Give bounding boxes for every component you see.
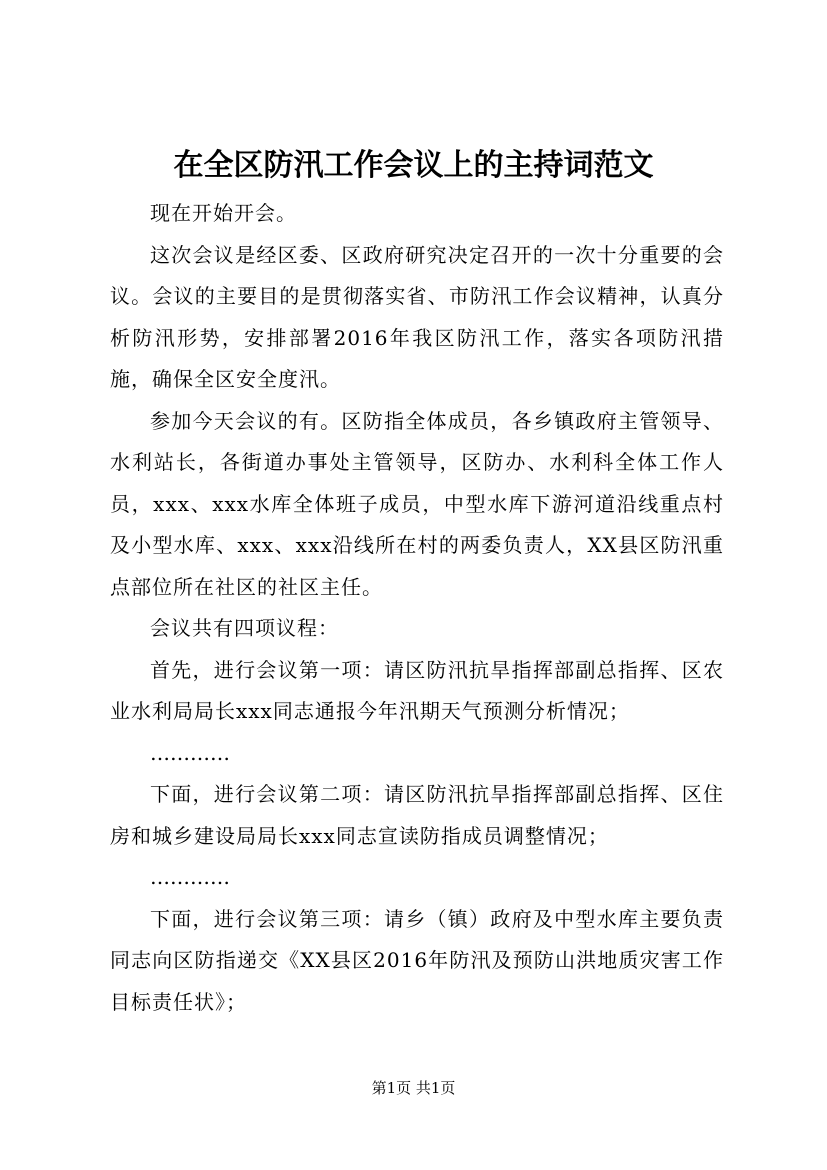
paragraph-agenda-item-2: 下面，进行会议第二项：请区防汛抗旱指挥部副总指挥、区住房和城乡建设局局长xxx同志宣读防指成员调整情况； <box>110 782 724 848</box>
ellipsis-separator: ………… <box>150 865 230 889</box>
document-body <box>110 193 724 1023</box>
paragraph-agenda-item-3: 下面，进行会议第三项：请乡（镇）政府及中型水库主要负责同志向区防指递交《XX县区2016年防汛及预防山洪地质灾害工作目标责任状》； <box>110 906 724 1014</box>
document-title: 在全区防汛工作会议上的主持词范文 <box>173 148 654 183</box>
paragraph-purpose: 这次会议是经区委、区政府研究决定召开的一次十分重要的会议。会议的主要目的是贯彻落实省、市防汛工作会议精神，认真分析防汛形势，安排部署2016年我区防汛工作，落实各项防汛措施，确保全区安全度汛。 <box>110 242 724 391</box>
paragraph-attendees: 参加今天会议的有。区防指全体成员，各乡镇政府主管领导、水利站长，各街道办事处主管领导，区防办、水利科全体工作人员，xxx、xxx水库全体班子成员，中型水库下游河道沿线重点村及小型水库、xxx、xxx沿线所在村的两委负责人，XX县区防汛重点部位所在社区的社区主任。 <box>110 408 724 599</box>
page-number-footer: 第1页 共1页 <box>371 1079 456 1097</box>
paragraph-agenda-item-1: 首先，进行会议第一项：请区防汛抗旱指挥部副总指挥、区农业水利局局长xxx同志通报今年汛期天气预测分析情况； <box>110 657 724 723</box>
ellipsis-separator: ………… <box>150 740 230 765</box>
paragraph-opening: 现在开始开会。 <box>150 201 297 225</box>
paragraph-agenda-intro: 会议共有四项议程： <box>150 616 339 640</box>
